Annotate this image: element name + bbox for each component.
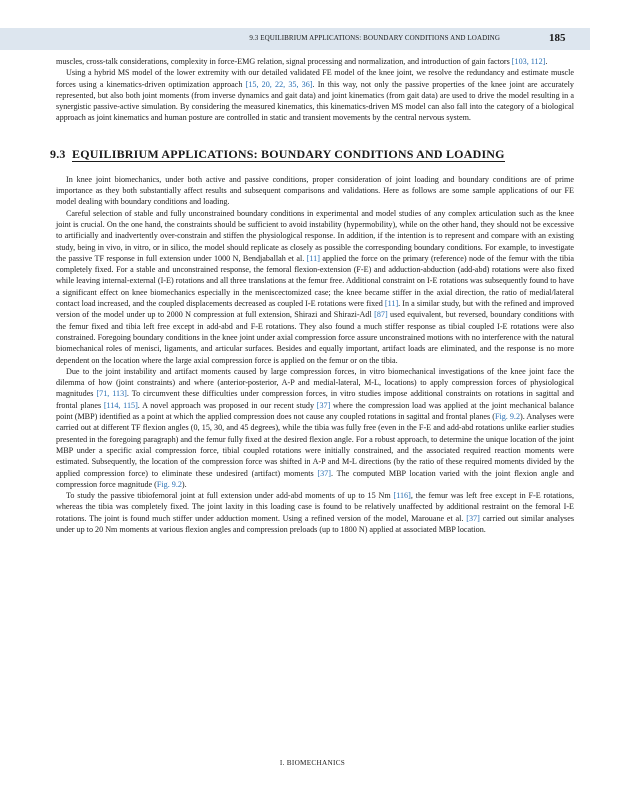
citation-link[interactable]: [15, 20, 22, 35, 36] bbox=[245, 79, 313, 89]
page-number: 185 bbox=[549, 32, 566, 44]
text-run: , the femur was left free except in F-E rotations, whereas the tibia was completely fixed. The joint laxity in this loading case is found to be relatively unaffected by additional restraint on the femoral I-E rotations. The joint is found much stiffer under adduction moment. Using a refined version of the model, Marouane et al. bbox=[56, 491, 574, 523]
paragraph bbox=[56, 490, 574, 535]
citation-link[interactable]: [37] bbox=[466, 513, 480, 523]
citation-link[interactable]: [71, 113] bbox=[96, 389, 127, 399]
citation-link[interactable]: [37] bbox=[317, 468, 331, 478]
text-run: carried out similar analyses under up to 20 Nm moments at various flexion angles and compression preloads (up to 1800 N) applied at associated MBP location. bbox=[56, 513, 574, 534]
paragraph bbox=[56, 174, 574, 208]
text-run: . In this way, not only the passive properties of the knee joint are accurately represented, but also both joint moments (from inverse dynamics and gait data) and joint kinematics (from gait data) are used to drive the model resulting in a synergistic passive-active simulation. By considering the measured kinematics, this kinematics-driven MS model can also fall into the category of a biological approach as joint kinematics and human posture are controlled in static and transient movements by the central nervous system. bbox=[56, 79, 574, 123]
text-run: . To circumvent these difficulties under compression forces, in vitro studies impose additional constraints on rotations in sagittal and frontal planes bbox=[56, 389, 574, 410]
text-run: Due to the joint instability and artifact moments caused by large compression forces, in vitro biomechanical investigations of the knee joint face the dilemma of how (joint constraints) and where (anterior-posterior, A-P and medial-lateral, M-L, locations) to apply compression forces of physiological magnitudes bbox=[56, 366, 574, 399]
citation-link[interactable]: [114, 115] bbox=[103, 400, 138, 410]
text-run: muscles, cross-talk considerations, complexity in force-EMG relation, signal processing and normalization, and introduction of gain factors bbox=[56, 57, 512, 66]
text-run: where the compression load was applied at the joint mechanical balance point (MBP) identified as a point at which the applied compression does not cause any coupled rotations in sagittal and frontal planes ( bbox=[56, 400, 574, 422]
text-run: applied the force on the primary (reference) node of the femur with the tibia completely fixed. For a stable and unconstrained response, the femoral flexion-extension (F-E) and adduction-abduction (add-abd) rotations were also fixed while leaving internal-external (I-E) rotations and all three translations at the femur free. Additional constraint on I-E rotations was subsequently found to have a significant effect on knee biomechanics especially in the meniscectomized case; the knee became stiffer in the axial direction, the ratio of medial/lateral contact load increased, and the coupled displacements decreased as coupled I-E rotations were fixed bbox=[56, 253, 575, 309]
text-run: In knee joint biomechanics, under both active and passive conditions, proper consideration of joint loading and boundary conditions are of prime importance as they both substantially affect results and subsequent comparisons and validations. Here as follows are some sample applications of our FE model dealing with boundary conditions and loading. bbox=[56, 174, 574, 207]
paragraph bbox=[56, 366, 574, 490]
paragraph bbox=[56, 208, 574, 366]
text-run: . The computed MBP location varied with the joint flexion angle and compression force magnitude ( bbox=[56, 468, 574, 489]
citation-link[interactable]: [37] bbox=[316, 400, 331, 410]
paragraph bbox=[56, 67, 574, 123]
text-run: ). bbox=[181, 479, 187, 489]
text-run: used equivalent, but reversed, boundary conditions with the femur fixed and tibia left free except in add-abd and F-E rotations. They also found a much stiffer response as tibial coupled I-E rotations were also constrained. Foregoing boundary conditions in the knee joint under axial compression force assure unconstrained motions with no interference with the natural biomechanical roles of menisci, ligaments, and articular surfaces. Besides and equally important, artifact loads are eliminated, and the response is no more dependent on the location where the large axial compression force is applied on the femur or on the tibia. bbox=[56, 310, 574, 365]
citation-link[interactable]: Fig. 9.2 bbox=[494, 412, 521, 422]
section-title: EQUILIBRIUM APPLICATIONS: BOUNDARY CONDITIONS AND LOADING bbox=[72, 146, 505, 161]
citation-link[interactable]: Fig. 9.2 bbox=[156, 479, 182, 489]
citation-link[interactable]: [103, 112] bbox=[511, 57, 546, 66]
footer: I. BIOMECHANICS bbox=[279, 759, 346, 767]
text-run: . A novel approach was proposed in our recent study bbox=[137, 400, 317, 410]
text-run: ). Analyses were carried out at different TF flexion angles (0, 15, 30, and 45 degrees), while the tibia was fully free (even in the F-E and add-abd rotations unlike earlier studies presented in the foregoing paragraph) and the femur fully fixed at the desired flexion angle. For a robust approach, to determine the unique location of the joint MBP under a specific axial compression force, tibial coupled rotations were initially constrained, and the associated required reaction moments were estimated. Subsequently, the location of the compression force was shifted in A-P and M-L directions (by the ratio of these required moments divided by the applied compression force) to eliminate these undesired (artifact) moments bbox=[56, 412, 574, 478]
section-heading bbox=[50, 146, 574, 162]
citation-link[interactable]: [11] bbox=[384, 299, 399, 309]
text-run: Careful selection of stable and fully unconstrained boundary conditions in experimental and model studies of any complex articulation such as the knee joint is crucial. On the one hand, the constraints should be sufficient to avoid instability (hypermobility), while on the other hand, they should not be excessive to artificially and inadvertently over-constrain and stiffen the physiological response. In addition, if the intention is to represent and compare with an existing study, being in vivo, in vitro, or in silico, the model should replicate as closely as possible the corresponding boundary conditions. For example, to investigate the passive TF response in full extension under 1000 N, Bendjaballah et al. bbox=[56, 208, 574, 263]
running-header: 9.3 EQUILIBRIUM APPLICATIONS: BOUNDARY CONDITIONS AND LOADING bbox=[249, 34, 500, 42]
text-run: Using a hybrid MS model of the lower extremity with our detailed validated FE model of the knee joint, we resolve the redundancy and estimate muscle forces using a kinematics-driven optimization approach bbox=[56, 68, 574, 89]
section-number: 9.3 bbox=[50, 146, 66, 161]
text-run: . bbox=[545, 57, 548, 66]
paragraph bbox=[56, 56, 574, 67]
citation-link[interactable]: [116] bbox=[393, 491, 411, 501]
citation-link[interactable]: [87] bbox=[374, 310, 388, 320]
text-run: . In a similar study, but with the refined and improved version of the model under up to 2000 N compression at full extension, Shirazi and Shirazi-Adl bbox=[56, 299, 574, 320]
body-text bbox=[50, 56, 575, 535]
citation-link[interactable]: [11] bbox=[306, 253, 320, 263]
text-run: To study the passive tibiofemoral joint at full extension under add-abd moments of up to 15 Nm bbox=[66, 491, 394, 501]
